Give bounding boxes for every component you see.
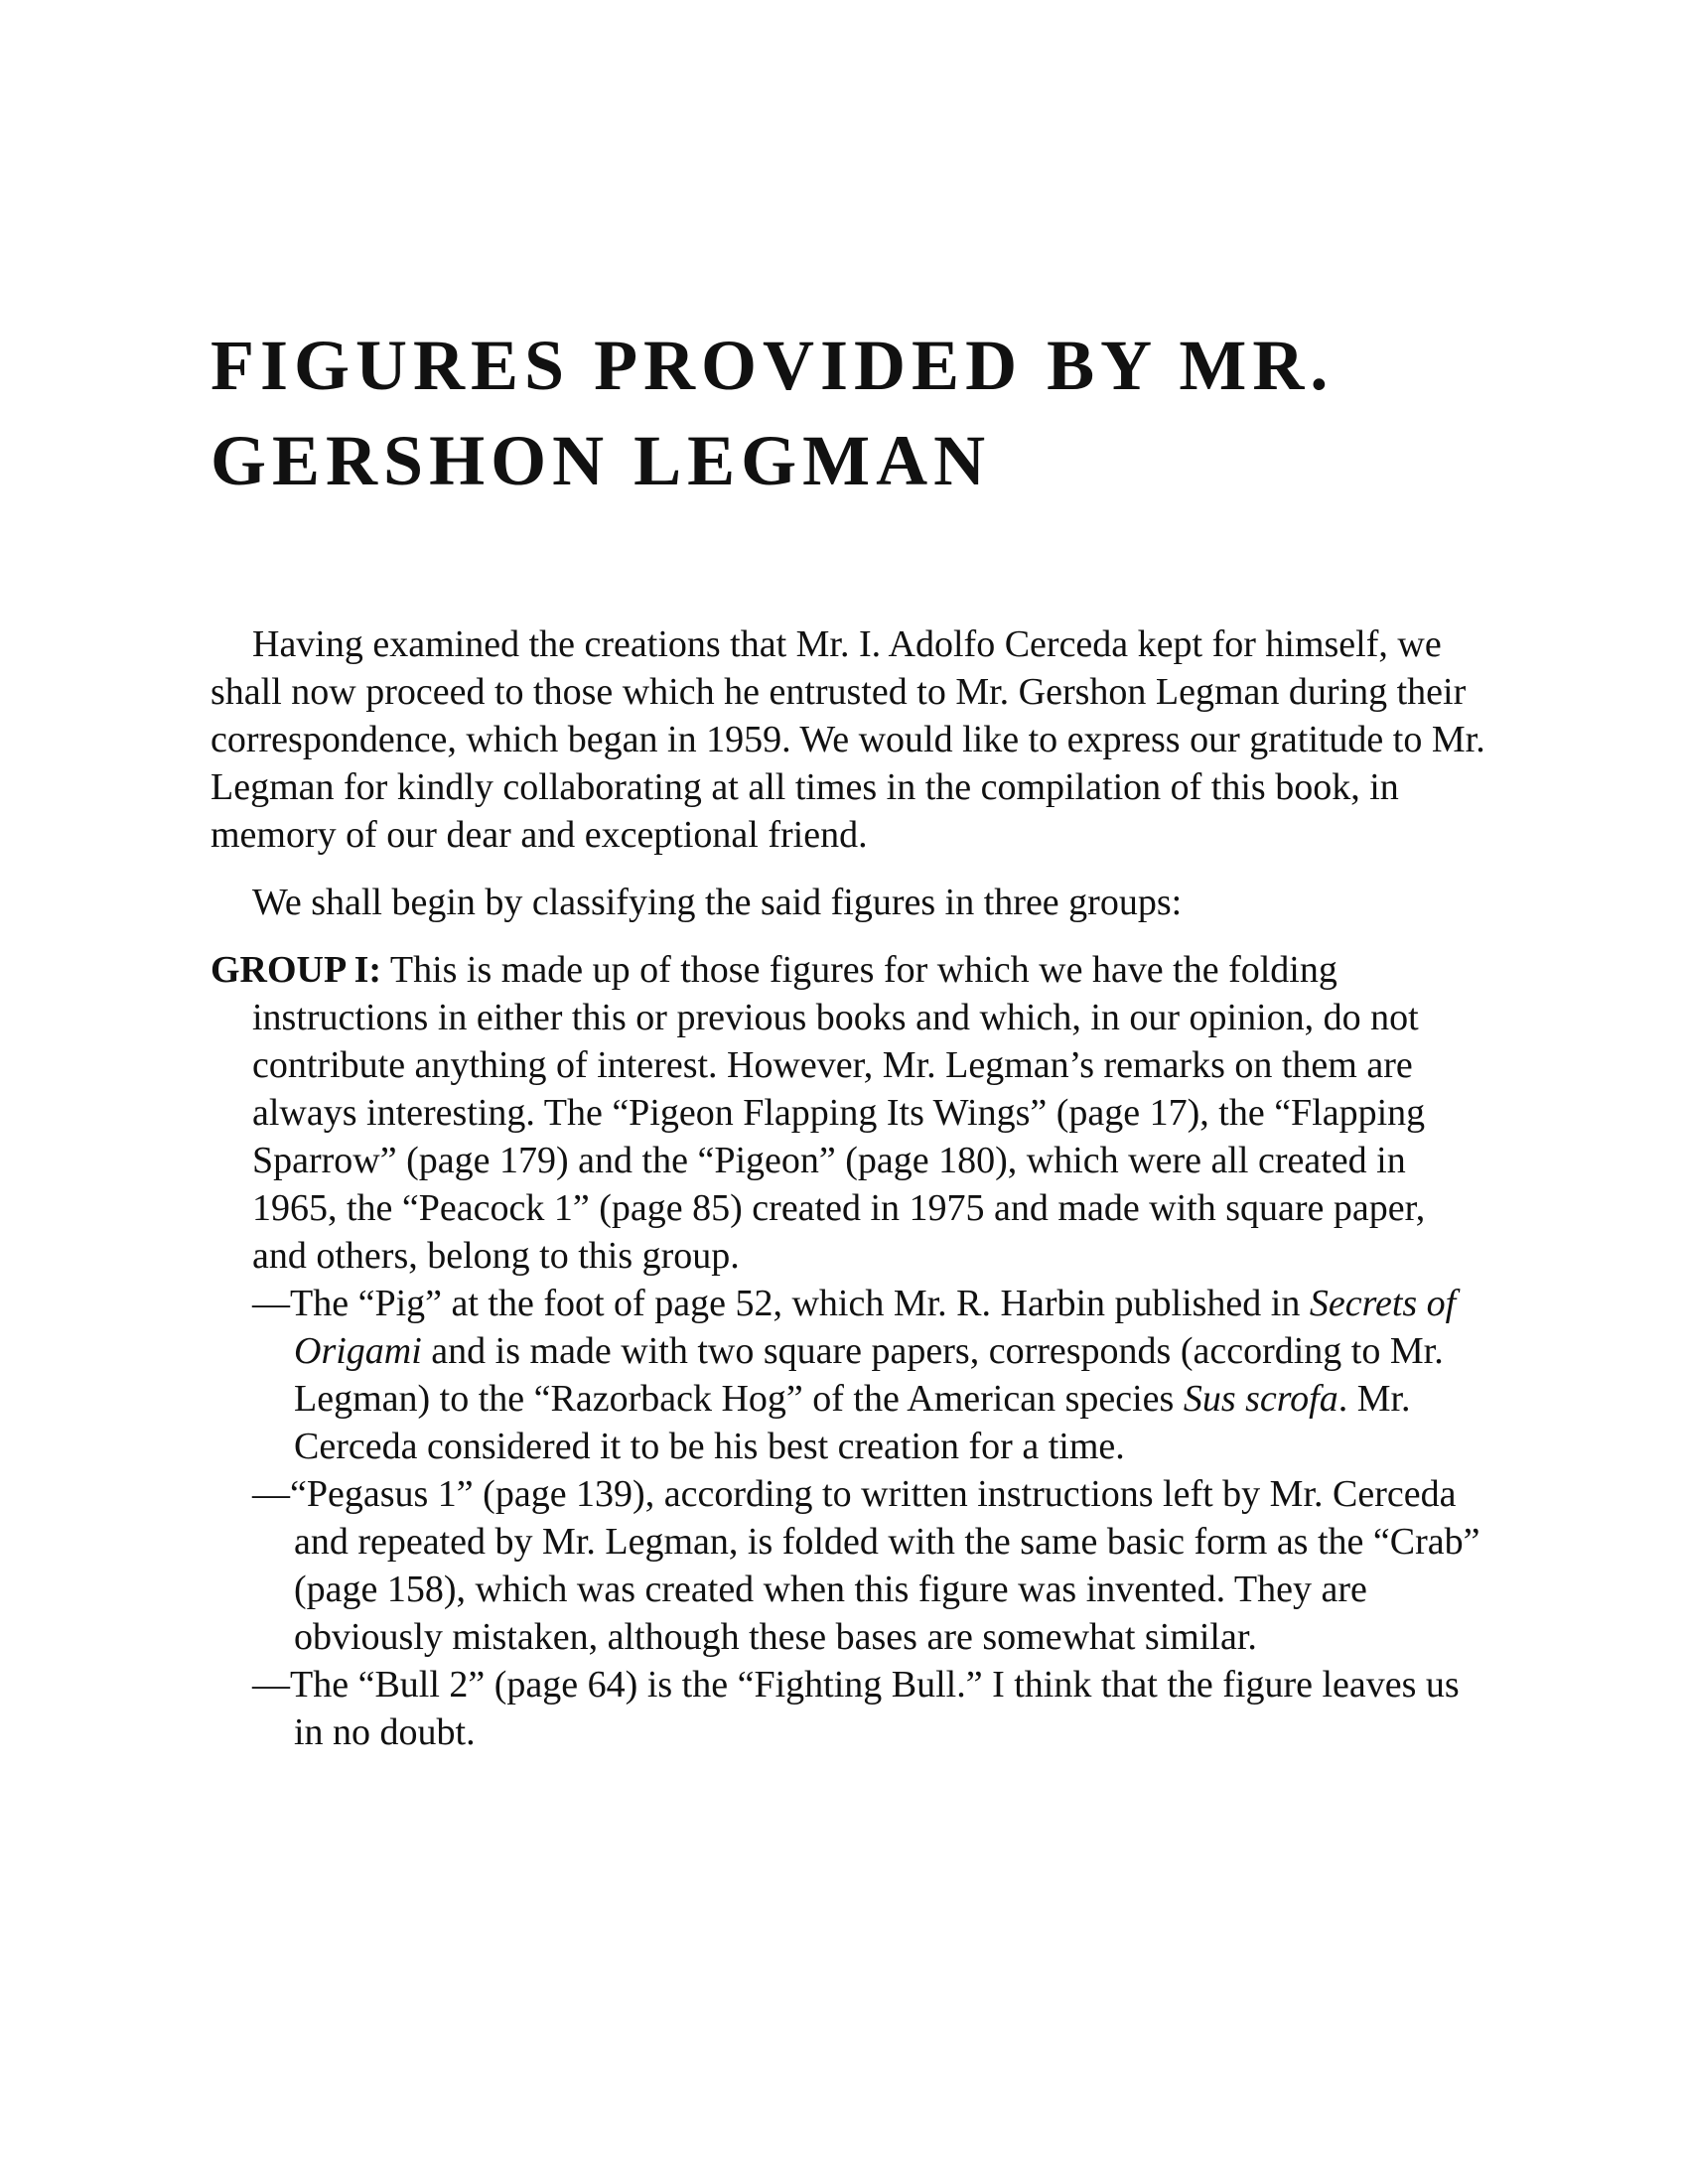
pegasus-item: —“Pegasus 1” (page 139), according to written instructions left by Mr. Cerceda and repeated by Mr. Legman, is folded with the same basic form as the “Crab” (page 158), which was created when this figure was invented. They are obviously mistaken, although these bases are somewhat similar.: [252, 1473, 1480, 1658]
bull-item: —The “Bull 2” (page 64) is the “Fighting Bull.” I think that the figure leaves us in no doubt.: [252, 1664, 1460, 1753]
group-one-label: GROUP I:: [211, 949, 382, 991]
book-title-italic: Secrets of Origami: [294, 1283, 1457, 1372]
intro-paragraph: Having examined the creations that Mr. I. Adolfo Cerceda kept for himself, we shall now proceed to those which he entrusted to Mr. Gershon Legman during their correspondence, which began in 1959. We would like to express our gratitude to Mr. Legman for kindly collaborating at all times in the compilation of this book, in memory of our dear and exceptional friend.: [211, 623, 1485, 856]
page-title: FIGURES PROVIDED BY MR. GERSHON LEGMAN: [211, 326, 1335, 500]
pig-item: [211, 1280, 1487, 1470]
group-one-text: This is made up of those figures for which we have the folding instructions in either this or previous books and which, in our opinion, do not contribute anything of interest. However, Mr. Legman’s remarks on them are always interesting. The “Pigeon Flapping Its Wings” (page 17), the “Flapping Sparrow” (page 179) and the “Pigeon” (page 180), which were all created in 1965, the “Peacock 1” (page 85) created in 1975 and made with square paper, and others, belong to this group.: [252, 949, 1426, 1277]
classification-paragraph: We shall begin by classifying the said figures in three groups:: [252, 882, 1183, 923]
species-name-italic: Sus scrofa: [1183, 1378, 1338, 1420]
pig-text-3: . Mr. Cerceda considered it to be his best creation for a time.: [294, 1378, 1411, 1467]
body-text: [211, 620, 1487, 1756]
pig-text-2: and is made with two square papers, corresponds (according to Mr. Legman) to the “Razorback Hog” of the American species: [294, 1330, 1444, 1420]
group-one-paragraph: [211, 946, 1487, 1280]
pig-text-1: —The “Pig” at the foot of page 52, which Mr. R. Harbin published in: [252, 1283, 1310, 1324]
